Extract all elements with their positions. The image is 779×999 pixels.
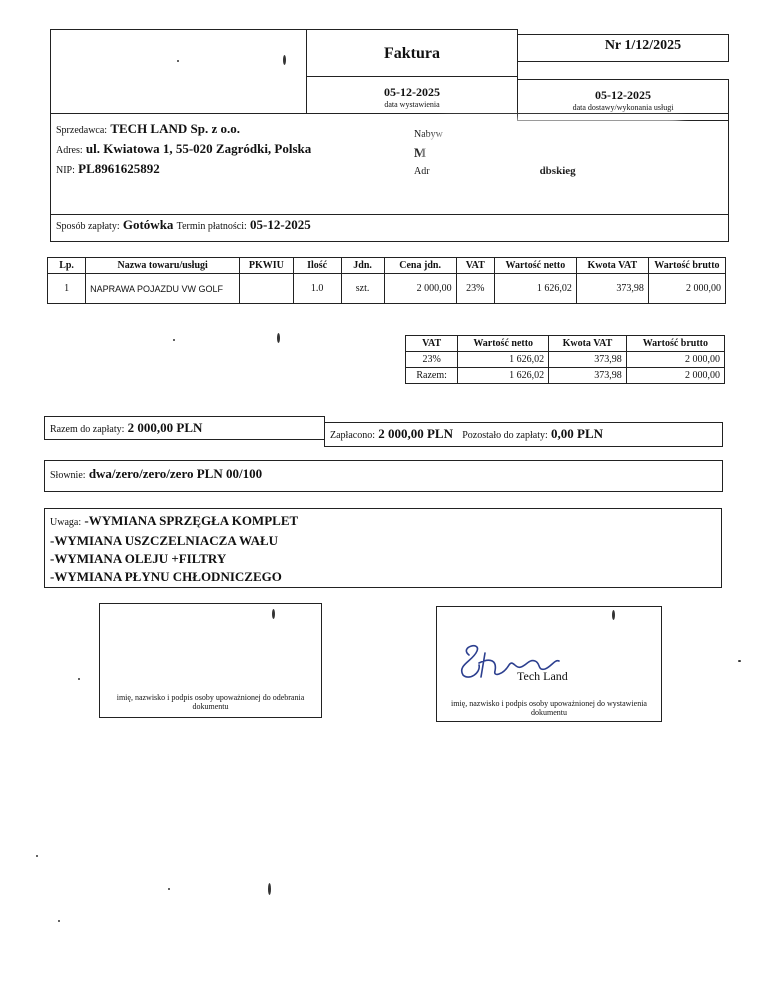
to-pay-label: Razem do zapłaty: xyxy=(50,424,125,435)
scan-speck xyxy=(173,339,175,341)
row-price: 2 000,00 xyxy=(384,274,456,304)
vat-total-gross: 2 000,00 xyxy=(626,368,724,384)
seller-label: Sprzedawca: xyxy=(56,125,108,136)
vat-summary-table xyxy=(405,335,725,384)
payment-method-label: Sposób zapłaty: xyxy=(56,221,120,232)
buyer-address-fragment: dbskieg xyxy=(539,165,576,177)
issue-date-label: data wystawienia xyxy=(384,100,440,109)
table-row xyxy=(406,352,725,368)
remaining-label: Pozostało do zapłaty: xyxy=(462,430,548,441)
row-unit: szt. xyxy=(341,274,384,304)
col-vat-amount: Kwota VAT xyxy=(576,258,648,274)
issue-date: 05-12-2025 xyxy=(384,85,440,99)
scan-speck xyxy=(36,855,38,857)
buyer-address-label: Adr xyxy=(414,166,430,177)
col-unit: Jdn. xyxy=(341,258,384,274)
header-title-box xyxy=(306,29,518,77)
seller-nip: PL8961625892 xyxy=(78,161,160,176)
col-pkwiu: PKWIU xyxy=(240,258,293,274)
buyer-redaction-2 xyxy=(432,146,692,156)
note-line-3: -WYMIANA OLEJU +FILTRY xyxy=(50,551,227,566)
words-label: Słownie: xyxy=(50,470,86,481)
issuer-name: Tech Land xyxy=(517,669,568,683)
payment-due-label: Termin płatności: xyxy=(176,221,247,232)
scan-speck xyxy=(272,609,275,619)
vat-col-gross: Wartość brutto xyxy=(626,336,724,352)
delivery-date: 05-12-2025 xyxy=(595,88,651,102)
buyer-redaction xyxy=(452,128,672,140)
payment-box xyxy=(50,214,729,242)
note-line-1: -WYMIANA SPRZĘGŁA KOMPLET xyxy=(84,513,299,528)
scan-speck xyxy=(612,610,615,620)
items-header-row xyxy=(48,258,726,274)
vat-rate: 23% xyxy=(406,352,458,368)
row-net: 1 626,02 xyxy=(494,274,576,304)
scan-speck xyxy=(268,883,271,895)
paid-box xyxy=(324,422,723,447)
to-pay-box xyxy=(44,416,325,440)
vat-total-row xyxy=(406,368,725,384)
col-gross: Wartość brutto xyxy=(648,258,725,274)
buyer-label: Nabyw xyxy=(414,129,443,140)
header-left-box xyxy=(50,29,307,114)
scan-speck xyxy=(277,333,280,343)
seller-address: ul. Kwiatowa 1, 55-020 Zagródki, Polska xyxy=(85,141,312,156)
col-vat: VAT xyxy=(456,258,494,274)
items-table xyxy=(47,257,726,304)
row-name: NAPRAWA POJAZDU VW GOLF xyxy=(86,274,240,304)
row-vat: 23% xyxy=(456,274,494,304)
vat-gross: 2 000,00 xyxy=(626,352,724,368)
issue-date-box xyxy=(306,76,518,114)
delivery-date-label: data dostawy/wykonania usługi xyxy=(572,103,674,112)
words-value: dwa/zero/zero/zero PLN 00/100 xyxy=(88,466,263,481)
remaining-value: 0,00 PLN xyxy=(551,426,604,441)
buyer-initial: M xyxy=(414,145,427,160)
note-line-2: -WYMIANA USZCZELNIACZA WAŁU xyxy=(50,533,279,548)
vat-col-net: Wartość netto xyxy=(458,336,549,352)
vat-total-label: Razem: xyxy=(406,368,458,384)
receiver-caption: imię, nazwisko i podpis osoby upoważnionej do odebrania dokumentu xyxy=(116,693,305,711)
note-line-4: -WYMIANA PŁYNU CHŁODNICZEGO xyxy=(50,569,282,584)
vat-amount: 373,98 xyxy=(549,352,627,368)
payment-method: Gotówka xyxy=(122,217,174,232)
vat-col-rate: VAT xyxy=(406,336,458,352)
buyer-redaction-3 xyxy=(600,166,670,178)
address-label: Adres: xyxy=(56,145,83,156)
vat-summary-header xyxy=(406,336,725,352)
nip-label: NIP: xyxy=(56,165,75,176)
scan-speck xyxy=(738,660,741,662)
scan-speck xyxy=(177,60,179,62)
receiver-signature-box xyxy=(99,603,322,718)
words-box xyxy=(44,460,723,492)
notes-box xyxy=(44,508,722,588)
row-pkwiu xyxy=(240,274,293,304)
seller-block xyxy=(56,120,406,180)
table-row xyxy=(48,274,726,304)
header-number-box xyxy=(517,34,729,62)
col-net: Wartość netto xyxy=(494,258,576,274)
to-pay-value: 2 000,00 PLN xyxy=(127,420,203,435)
row-lp: 1 xyxy=(48,274,86,304)
paid-value: 2 000,00 PLN xyxy=(378,426,453,441)
scan-speck xyxy=(283,55,286,65)
paid-label: Zapłacono: xyxy=(330,430,375,441)
col-price: Cena jdn. xyxy=(384,258,456,274)
invoice-title: Faktura xyxy=(384,45,440,62)
row-qty: 1.0 xyxy=(293,274,341,304)
issuer-caption: imię, nazwisko i podpis osoby upoważnionej do wystawienia dokumentu xyxy=(451,699,647,717)
vat-total-vat: 373,98 xyxy=(549,368,627,384)
vat-col-vat: Kwota VAT xyxy=(549,336,627,352)
seller-name: TECH LAND Sp. z o.o. xyxy=(110,121,241,136)
scan-speck xyxy=(168,888,170,890)
vat-net: 1 626,02 xyxy=(458,352,549,368)
row-vat-amount: 373,98 xyxy=(576,274,648,304)
col-name: Nazwa towaru/usługi xyxy=(86,258,240,274)
scan-speck xyxy=(78,678,80,680)
scan-speck xyxy=(58,920,60,922)
payment-due-date: 05-12-2025 xyxy=(250,217,311,232)
row-gross: 2 000,00 xyxy=(648,274,725,304)
col-qty: Ilość xyxy=(293,258,341,274)
col-lp: Lp. xyxy=(48,258,86,274)
notes-label: Uwaga: xyxy=(50,517,82,528)
issuer-signature-box xyxy=(436,606,662,722)
vat-total-net: 1 626,02 xyxy=(458,368,549,384)
invoice-number: Nr 1/12/2025 xyxy=(604,38,682,53)
